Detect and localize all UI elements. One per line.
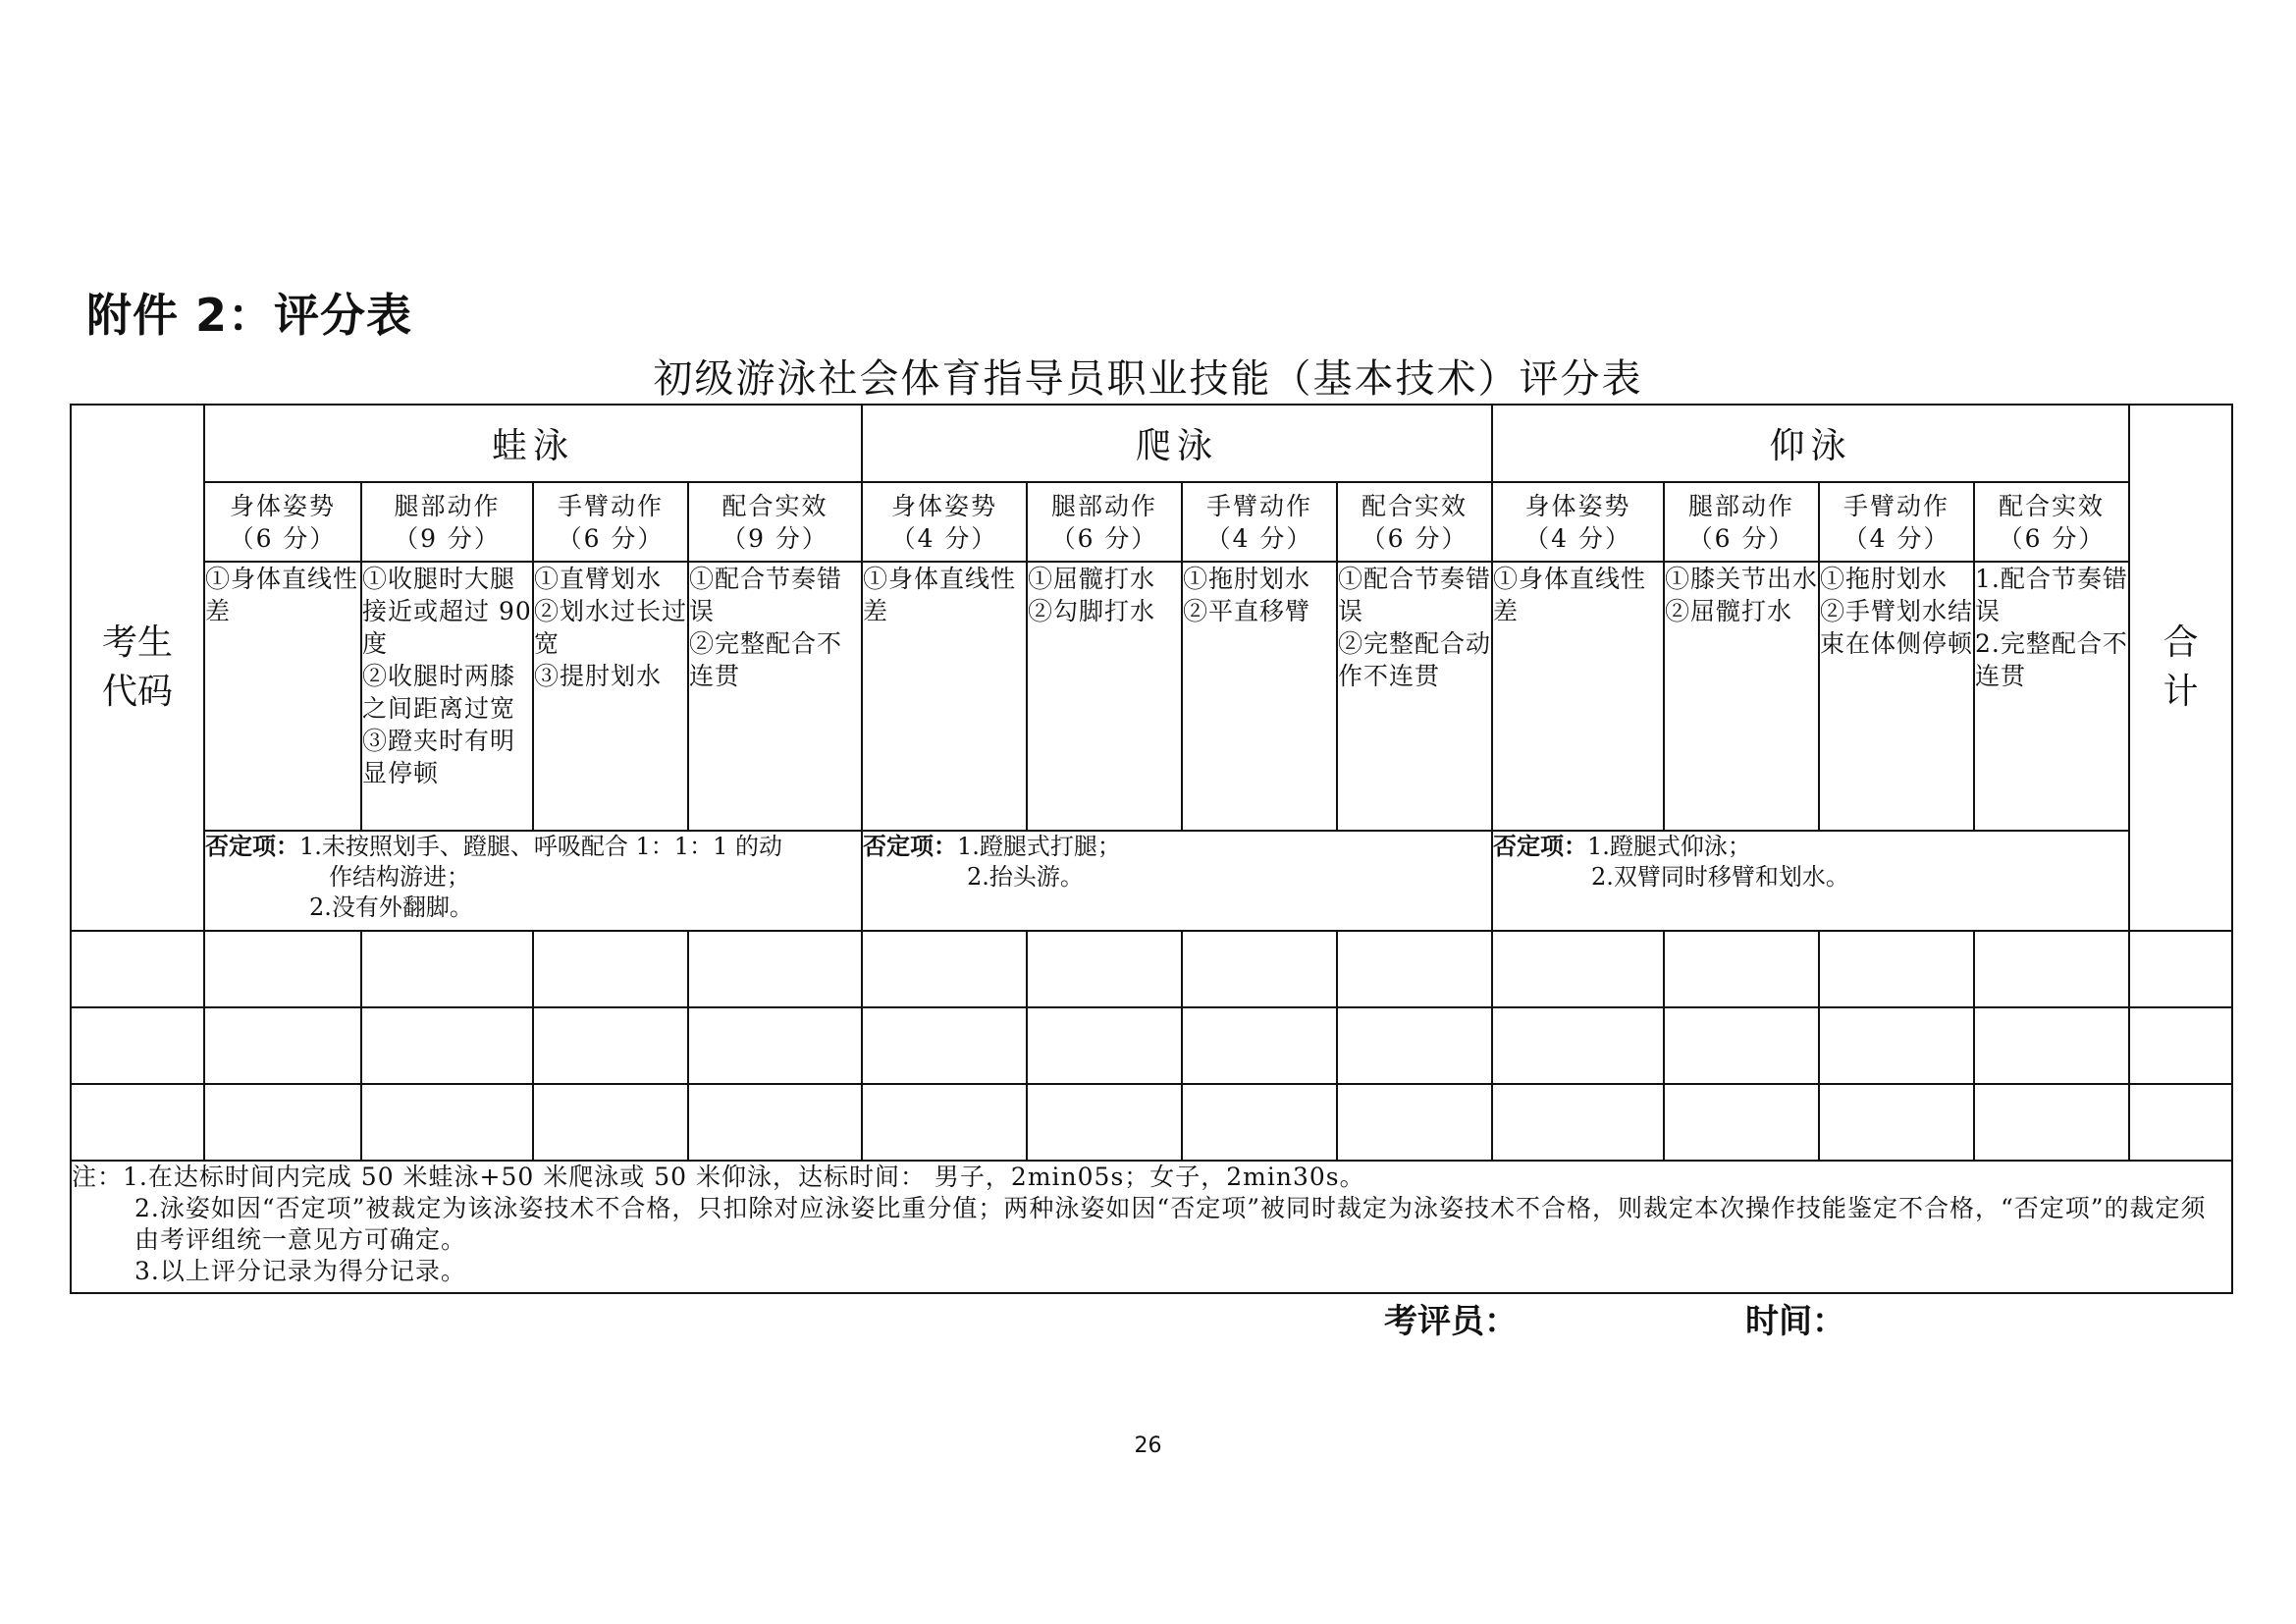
page-number: 26 (1134, 1434, 1162, 1458)
score-cell[interactable] (1664, 931, 1819, 1007)
score-cell[interactable] (688, 1084, 862, 1161)
negative-items-breaststroke: 否定项：1.未按照划手、蹬腿、呼吸配合 1：1：1 的动 作结构游进； 2.没有外翻脚。 (204, 831, 862, 931)
score-cell[interactable] (1337, 931, 1492, 1007)
stroke-header-backstroke: 仰泳 (1492, 405, 2129, 482)
score-entry-row (71, 1084, 2232, 1161)
score-entry-row (71, 931, 2232, 1007)
criteria-cell: ①身体直线性差 (204, 562, 361, 831)
score-cell[interactable] (1027, 1007, 1182, 1084)
negative-items-backstroke: 否定项：1.蹬腿式仰泳； 2.双臂同时移臂和划水。 (1492, 831, 2129, 931)
candidate-code-header: 考生 代码 (71, 405, 204, 931)
criteria-cell: ①配合节奏错误 ②完整配合动作不连贯 (1337, 562, 1492, 831)
score-cell[interactable] (1182, 1084, 1337, 1161)
item-header: 身体姿势 （4 分） (1492, 482, 1664, 562)
item-header: 配合实效 （9 分） (688, 482, 862, 562)
score-cell[interactable] (1492, 1084, 1664, 1161)
item-header: 腿部动作 （6 分） (1664, 482, 1819, 562)
score-cell[interactable] (71, 931, 204, 1007)
score-cell[interactable] (204, 931, 361, 1007)
score-cell[interactable] (862, 931, 1027, 1007)
score-cell[interactable] (1337, 1007, 1492, 1084)
note-line-3: 3.以上评分记录为得分记录。 (134, 1257, 466, 1285)
score-cell[interactable] (204, 1007, 361, 1084)
score-entry-row (71, 1007, 2232, 1084)
item-header: 配合实效 （6 分） (1974, 482, 2129, 562)
table-title: 初级游泳社会体育指导员职业技能（基本技术）评分表 (653, 356, 1643, 402)
item-header: 手臂动作 （6 分） (533, 482, 688, 562)
criteria-cell: ①拖肘划水 ②手臂划水结束在体侧停顿 (1819, 562, 1974, 831)
score-cell[interactable] (1182, 1007, 1337, 1084)
score-cell[interactable] (204, 1084, 361, 1161)
score-cell[interactable] (688, 1007, 862, 1084)
score-cell[interactable] (1974, 1084, 2129, 1161)
score-cell[interactable] (1664, 1007, 1819, 1084)
score-cell[interactable] (1819, 1007, 1974, 1084)
item-header: 腿部动作 （9 分） (361, 482, 533, 562)
score-cell[interactable] (1664, 1084, 1819, 1161)
score-cell[interactable] (1974, 931, 2129, 1007)
attachment-heading: 附件 2：评分表 (86, 289, 413, 342)
score-cell[interactable] (361, 1084, 533, 1161)
score-cell[interactable] (1492, 931, 1664, 1007)
score-cell[interactable] (71, 1007, 204, 1084)
criteria-cell: 1.配合节奏错误 2.完整配合不连贯 (1974, 562, 2129, 831)
item-header: 手臂动作 （4 分） (1182, 482, 1337, 562)
criteria-cell: ①拖肘划水 ②平直移臂 (1182, 562, 1337, 831)
stroke-header-freestyle: 爬泳 (862, 405, 1492, 482)
score-cell[interactable] (2129, 1084, 2232, 1161)
criteria-cell: ①膝关节出水 ②屈髋打水 (1664, 562, 1819, 831)
score-cell[interactable] (71, 1084, 204, 1161)
criteria-cell: ①身体直线性差 (862, 562, 1027, 831)
total-header: 合 计 (2129, 405, 2232, 931)
time-label: 时间： (1745, 1302, 1845, 1341)
item-header: 身体姿势 （4 分） (862, 482, 1027, 562)
criteria-cell: ①身体直线性差 (1492, 562, 1664, 831)
criteria-cell: ①直臂划水 ②划水过长过宽 ③提肘划水 (533, 562, 688, 831)
score-cell[interactable] (1182, 931, 1337, 1007)
examiner-label: 考评员： (1384, 1302, 1518, 1341)
score-cell[interactable] (533, 931, 688, 1007)
note-line-2: 2.泳姿如因“否定项”被裁定为该泳姿技术不合格，只扣除对应泳姿比重分值；两种泳姿如因“否定项”被同时裁定为泳姿技术不合格，则裁定本次操作技能鉴定不合格，“否定项”的裁定须由考评组统一意见方可确定。 (134, 1194, 2207, 1254)
score-cell[interactable] (361, 931, 533, 1007)
score-cell[interactable] (533, 1007, 688, 1084)
score-cell[interactable] (1027, 931, 1182, 1007)
criteria-cell: ①屈髋打水 ②勾脚打水 (1027, 562, 1182, 831)
score-cell[interactable] (862, 1084, 1027, 1161)
score-cell[interactable] (1337, 1084, 1492, 1161)
score-cell[interactable] (1027, 1084, 1182, 1161)
item-header: 手臂动作 （4 分） (1819, 482, 1974, 562)
item-header: 配合实效 （6 分） (1337, 482, 1492, 562)
stroke-header-breaststroke: 蛙泳 (204, 405, 862, 482)
criteria-cell: ①收腿时大腿接近或超过 90 度 ②收腿时两膝之间距离过宽 ③蹬夹时有明显停顿 (361, 562, 533, 831)
score-cell[interactable] (688, 931, 862, 1007)
score-cell[interactable] (1819, 931, 1974, 1007)
notes-cell (71, 1161, 2232, 1293)
item-header: 腿部动作 （6 分） (1027, 482, 1182, 562)
score-cell[interactable] (1974, 1007, 2129, 1084)
criteria-cell: ①配合节奏错误 ②完整配合不连贯 (688, 562, 862, 831)
score-cell[interactable] (533, 1084, 688, 1161)
score-cell[interactable] (361, 1007, 533, 1084)
score-cell[interactable] (1492, 1007, 1664, 1084)
score-cell[interactable] (1819, 1084, 1974, 1161)
negative-items-freestyle: 否定项：1.蹬腿式打腿； 2.抬头游。 (862, 831, 1492, 931)
score-cell[interactable] (2129, 1007, 2232, 1084)
score-table (70, 404, 2233, 1294)
score-cell[interactable] (862, 1007, 1027, 1084)
note-line-1: 注：1.在达标时间内完成 50 米蛙泳+50 米爬泳或 50 米仰泳，达标时间： 男子，2min05s；女子，2min30s。 (72, 1163, 1365, 1191)
score-cell[interactable] (2129, 931, 2232, 1007)
item-header: 身体姿势 （6 分） (204, 482, 361, 562)
